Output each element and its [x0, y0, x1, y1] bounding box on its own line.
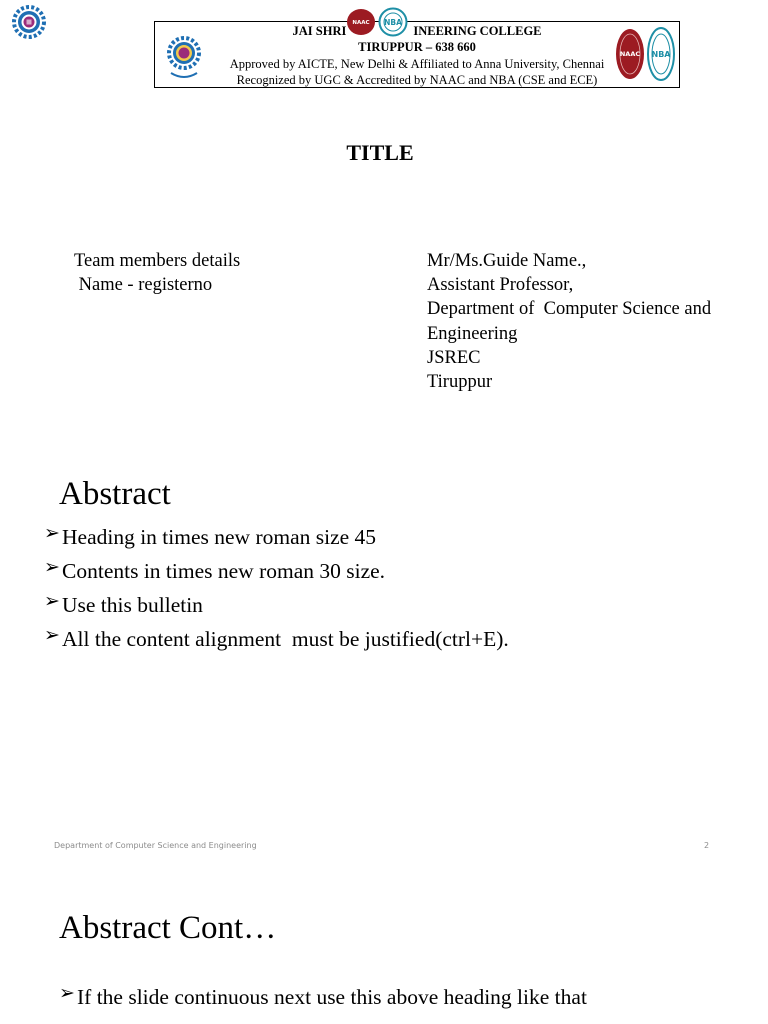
arrow-bullet-icon: ➢ — [44, 523, 60, 544]
guide-name: Mr/Ms.Guide Name., — [427, 251, 587, 271]
college-gear-logo-icon — [12, 5, 46, 39]
arrow-bullet-icon: ➢ — [44, 591, 60, 612]
guide-city: Tiruppur — [427, 372, 493, 393]
nba-logo-icon — [647, 27, 675, 81]
guide-details — [427, 249, 711, 394]
abstract-bullets — [44, 520, 509, 656]
bullet-text: If the slide continuous next use this above heading like that — [77, 985, 587, 1009]
arrow-bullet-icon: ➢ — [59, 983, 75, 1004]
abstract-cont-heading: Abstract Cont… — [59, 910, 277, 946]
team-label: Team members details — [74, 251, 241, 271]
footer-page-number: 2 — [704, 841, 710, 850]
college-location: TIRUPPUR – 638 660 — [358, 40, 476, 54]
arrow-bullet-icon: ➢ — [44, 625, 60, 646]
slide-title: TITLE — [346, 140, 414, 165]
list-item — [44, 520, 509, 554]
college-header — [154, 21, 680, 88]
college-name-right: INEERING COLLEGE — [413, 24, 542, 38]
guide-institution: JSREC — [427, 347, 481, 368]
nba-logo-text: NBA — [651, 50, 671, 59]
naac-logo-text: NAAC — [619, 50, 641, 58]
list-item — [44, 588, 509, 622]
naac-seal-small-icon — [346, 8, 376, 36]
guide-department: Department of Computer Science and — [427, 299, 712, 320]
footer-department: Department of Computer Science and Engineering — [54, 841, 257, 850]
naac-seal-small-text: NAAC — [352, 20, 370, 26]
guide-designation: Assistant Professor, — [427, 275, 574, 296]
guide-department-cont: Engineering — [427, 323, 518, 344]
list-item — [44, 554, 509, 588]
nba-seal-small-icon — [378, 7, 408, 37]
abstract-cont-bullets — [59, 980, 587, 1014]
college-emblem-icon — [167, 27, 201, 83]
abstract-heading: Abstract — [59, 476, 171, 512]
college-name — [155, 23, 679, 39]
arrow-bullet-icon: ➢ — [44, 557, 60, 578]
bullet-text: Contents in times new roman 30 size. — [62, 559, 386, 583]
college-name-left: JAI SHRI — [292, 24, 347, 38]
bullet-text: Heading in times new roman size 45 — [62, 525, 377, 549]
college-approval: Approved by AICTE, New Delhi & Affiliated to Anna University, Chennai — [229, 57, 605, 71]
list-item — [44, 622, 509, 656]
naac-logo-icon — [615, 28, 645, 80]
bullet-text: Use this bulletin — [62, 593, 203, 617]
college-recognition: Recognized by UGC & Accredited by NAAC and NBA (CSE and ECE) — [236, 73, 598, 87]
nba-seal-small-text: NBA — [384, 18, 402, 27]
list-item — [59, 980, 587, 1014]
bullet-text: All the content alignment must be justified(ctrl+E). — [62, 627, 509, 651]
team-member: Name - registerno — [74, 275, 213, 296]
team-details — [74, 249, 240, 297]
